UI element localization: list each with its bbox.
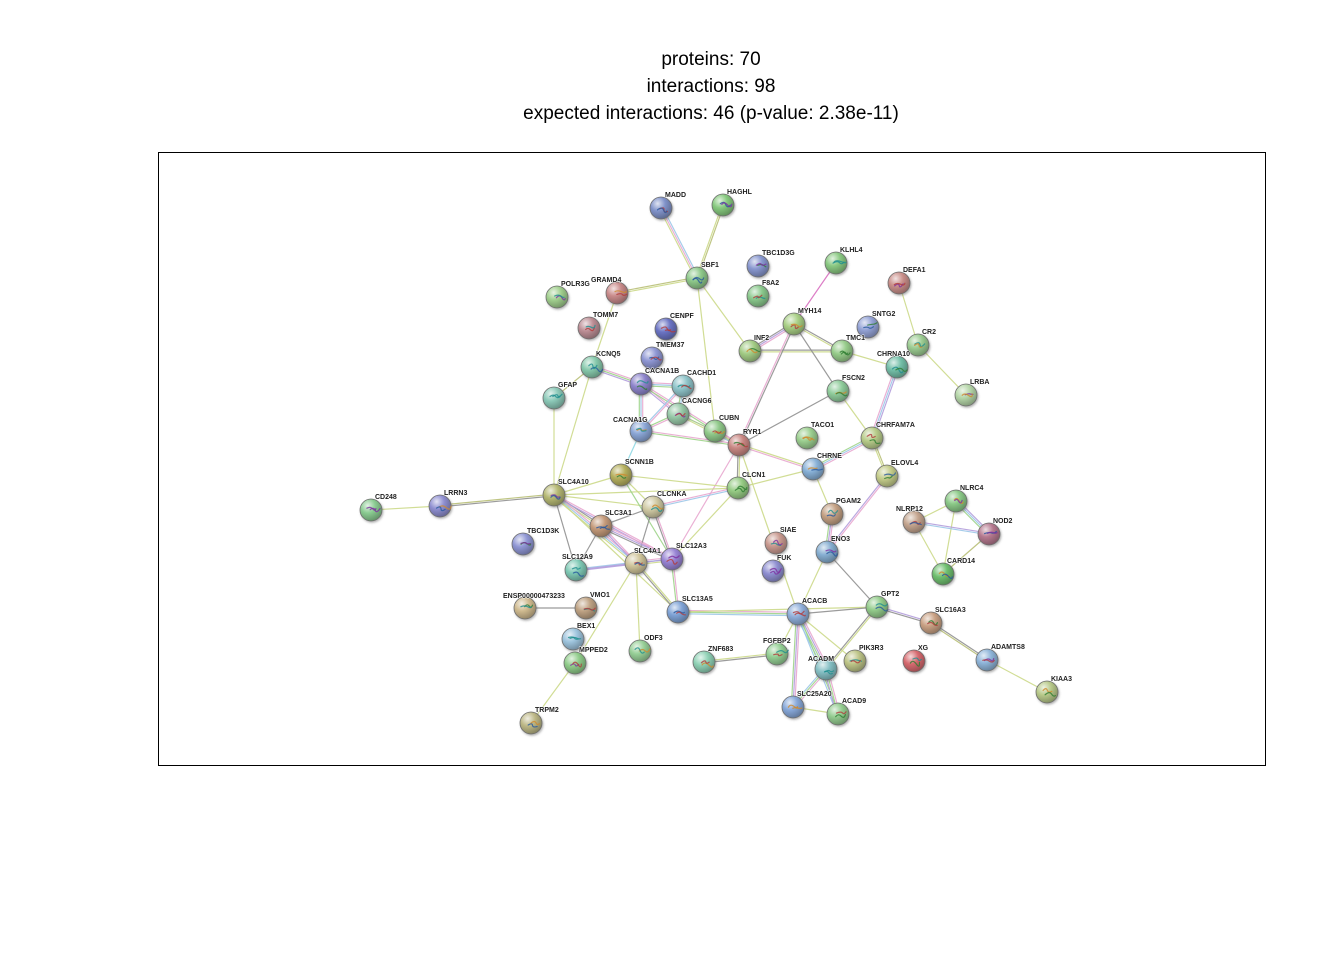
edge-SBF1-CUBN[interactable] — [697, 278, 715, 431]
edge-FSCN2-MYH14[interactable] — [794, 324, 838, 391]
node-ACADM[interactable] — [808, 656, 837, 680]
node-label-SIAE: SIAE — [780, 527, 797, 534]
node-label-SLC12A3: SLC12A3 — [676, 543, 707, 550]
node-KIAA3[interactable] — [1036, 676, 1072, 703]
node-NLRP12[interactable] — [896, 506, 925, 533]
node-label-GFAP: GFAP — [558, 382, 578, 389]
node-label-ENSP00000473233: ENSP00000473233 — [503, 593, 565, 600]
node-HAGHL[interactable] — [712, 189, 753, 216]
node-CR2[interactable] — [907, 329, 936, 356]
node-label-SCNN1B: SCNN1B — [625, 459, 654, 466]
protein-structure-glyph — [812, 469, 823, 470]
node-label-POLR3G: POLR3G — [561, 281, 590, 288]
node-label-CR2: CR2 — [922, 329, 937, 336]
stats-proteins: proteins: 70 — [661, 49, 761, 70]
node-label-LRBA: LRBA — [970, 379, 990, 386]
node-CARD14[interactable] — [932, 558, 975, 585]
node-label-CLCN1: CLCN1 — [742, 472, 766, 479]
node-label-FSCN2: FSCN2 — [842, 375, 865, 382]
node-label-CHRFAM7A: CHRFAM7A — [876, 422, 915, 429]
node-label-CLCNKA: CLCNKA — [657, 491, 687, 498]
node-label-SLC4A10: SLC4A10 — [558, 479, 589, 486]
node-label-ACACB: ACACB — [802, 598, 828, 605]
edge-FSCN2-RYR1[interactable] — [739, 391, 838, 445]
node-ENO3[interactable] — [816, 536, 850, 563]
node-label-CACHD1: CACHD1 — [687, 370, 717, 377]
node-NOD2[interactable] — [978, 518, 1013, 545]
node-TBC1D3K[interactable] — [512, 528, 559, 555]
node-label-SLC13A5: SLC13A5 — [682, 596, 713, 603]
node-label-FUK: FUK — [777, 555, 792, 562]
node-LRBA[interactable] — [955, 379, 989, 406]
node-GFAP[interactable] — [543, 382, 577, 409]
node-label-SLC25A20: SLC25A20 — [797, 691, 832, 698]
node-SLC13A5[interactable] — [667, 596, 713, 623]
node-label-SNTG2: SNTG2 — [872, 311, 896, 318]
node-FSCN2[interactable] — [827, 375, 865, 402]
node-label-GRAMD4: GRAMD4 — [591, 277, 622, 284]
node-PIK3R3[interactable] — [844, 645, 884, 672]
node-label-CARD14: CARD14 — [947, 558, 976, 565]
node-KLHL4[interactable] — [825, 247, 863, 274]
node-label-NOD2: NOD2 — [993, 518, 1013, 525]
node-label-CACNA1G: CACNA1G — [613, 417, 648, 424]
node-label-GPT2: GPT2 — [881, 591, 900, 598]
node-GRAMD4[interactable] — [591, 277, 628, 304]
node-MPPED2[interactable] — [564, 647, 608, 674]
node-label-BEX1: BEX1 — [577, 623, 596, 630]
node-label-CHRNE: CHRNE — [817, 453, 842, 460]
node-label-MYH14: MYH14 — [798, 308, 822, 315]
node-label-ADAMTS8: ADAMTS8 — [991, 644, 1025, 651]
node-FUK[interactable] — [762, 555, 791, 582]
node-label-ENO3: ENO3 — [831, 536, 851, 543]
node-label-SBF1: SBF1 — [701, 262, 719, 269]
node-MYH14[interactable] — [783, 308, 821, 335]
node-label-ACADM: ACADM — [808, 656, 835, 663]
node-INF2[interactable] — [739, 335, 769, 362]
node-POLR3G[interactable] — [546, 281, 590, 308]
network-stats — [0, 46, 1344, 127]
node-SLC12A3[interactable] — [661, 543, 707, 570]
network-svg — [159, 153, 1265, 765]
edge-SBF1-INF2[interactable] — [697, 278, 750, 351]
node-label-CHRNA10: CHRNA10 — [877, 351, 911, 358]
node-TMC1[interactable] — [831, 335, 865, 362]
node-label-DEFA1: DEFA1 — [903, 267, 926, 274]
network-canvas — [158, 152, 1266, 766]
node-label-SLC16A3: SLC16A3 — [935, 607, 966, 614]
node-TMEM37[interactable] — [641, 342, 685, 369]
node-label-CACNA1B: CACNA1B — [645, 368, 680, 375]
node-XG[interactable] — [903, 645, 929, 672]
stats-interactions: interactions: 98 — [646, 76, 776, 97]
node-label-MADD: MADD — [665, 192, 686, 199]
node-BEX1[interactable] — [562, 623, 595, 650]
node-CHRNE[interactable] — [802, 453, 842, 480]
node-label-LRRN3: LRRN3 — [444, 490, 468, 497]
node-label-FGFBP2: FGFBP2 — [763, 638, 791, 645]
node-TOMM7[interactable] — [578, 312, 618, 339]
node-label-XG: XG — [918, 645, 929, 652]
node-TACO1[interactable] — [796, 422, 834, 449]
stats-expected-interactions: expected interactions: 46 (p-value: 2.38e-11) — [523, 103, 899, 124]
node-label-CACNG6: CACNG6 — [682, 398, 712, 405]
node-label-MPPED2: MPPED2 — [579, 647, 608, 654]
node-CLCN1[interactable] — [727, 472, 765, 499]
node-SIAE[interactable] — [765, 527, 797, 554]
node-label-PIK3R3: PIK3R3 — [859, 645, 884, 652]
edge-RYR1-SLC12A3[interactable] — [672, 445, 739, 559]
node-label-TOMM7: TOMM7 — [593, 312, 619, 319]
node-label-CD248: CD248 — [375, 494, 397, 501]
node-FGFBP2[interactable] — [763, 638, 791, 665]
node-label-F8A2: F8A2 — [762, 280, 780, 287]
node-label-NLRC4: NLRC4 — [960, 485, 984, 492]
node-CACNA1G[interactable] — [613, 417, 652, 442]
node-MADD[interactable] — [650, 192, 686, 219]
node-label-RYR1: RYR1 — [743, 429, 762, 436]
node-CD248[interactable] — [360, 494, 397, 521]
node-ODF3[interactable] — [629, 635, 663, 662]
node-label-TMC1: TMC1 — [846, 335, 866, 342]
node-ELOVL4[interactable] — [876, 460, 918, 487]
node-label-TRPM2: TRPM2 — [535, 707, 559, 714]
node-label-TBC1D3K: TBC1D3K — [527, 528, 560, 535]
node-SCNN1B[interactable] — [610, 459, 654, 486]
node-SLC25A20[interactable] — [782, 691, 832, 718]
node-label-TMEM37: TMEM37 — [656, 342, 685, 349]
node-label-NLRP12: NLRP12 — [896, 506, 923, 513]
edge-SBF1-GRAMD4[interactable] — [617, 277, 697, 294]
node-label-ACAD9: ACAD9 — [842, 698, 867, 705]
node-label-PGAM2: PGAM2 — [836, 498, 861, 505]
node-label-CUBN: CUBN — [719, 415, 740, 422]
node-CENPF[interactable] — [655, 313, 694, 340]
node-SNTG2[interactable] — [857, 311, 895, 338]
node-CHRFAM7A[interactable] — [861, 422, 915, 449]
node-label-KCNQ5: KCNQ5 — [596, 351, 621, 358]
node-label-ODF3: ODF3 — [644, 635, 663, 642]
node-label-HAGHL: HAGHL — [727, 189, 752, 196]
node-label-ELOVL4: ELOVL4 — [891, 460, 919, 467]
node-CLCNKA[interactable] — [642, 491, 687, 518]
node-NLRC4[interactable] — [945, 485, 983, 512]
node-label-KIAA3: KIAA3 — [1051, 676, 1073, 683]
node-ZNF683[interactable] — [693, 646, 733, 673]
node-ENSP00000473233[interactable] — [503, 593, 565, 619]
node-TRPM2[interactable] — [520, 707, 559, 734]
node-F8A2[interactable] — [747, 280, 779, 307]
node-label-ZNF683: ZNF683 — [708, 646, 734, 653]
node-label-KLHL4: KLHL4 — [840, 247, 863, 254]
node-TBC1D3G[interactable] — [747, 250, 795, 277]
nodes-layer — [360, 189, 1072, 734]
node-label-SLC4A1: SLC4A1 — [634, 548, 661, 555]
node-label-SLC12A9: SLC12A9 — [562, 554, 593, 561]
node-label-TACO1: TACO1 — [811, 422, 835, 429]
node-label-VMO1: VMO1 — [590, 592, 610, 599]
node-CHRNA10[interactable] — [877, 351, 910, 378]
node-label-SLC3A1: SLC3A1 — [605, 510, 632, 517]
node-label-TBC1D3G: TBC1D3G — [762, 250, 795, 257]
node-KCNQ5[interactable] — [581, 351, 621, 378]
node-GPT2[interactable] — [866, 591, 899, 618]
node-DEFA1[interactable] — [888, 267, 926, 294]
node-label-INF2: INF2 — [754, 335, 770, 342]
node-label-CENPF: CENPF — [670, 313, 694, 320]
edge-INF2-TMC1[interactable] — [750, 350, 842, 352]
